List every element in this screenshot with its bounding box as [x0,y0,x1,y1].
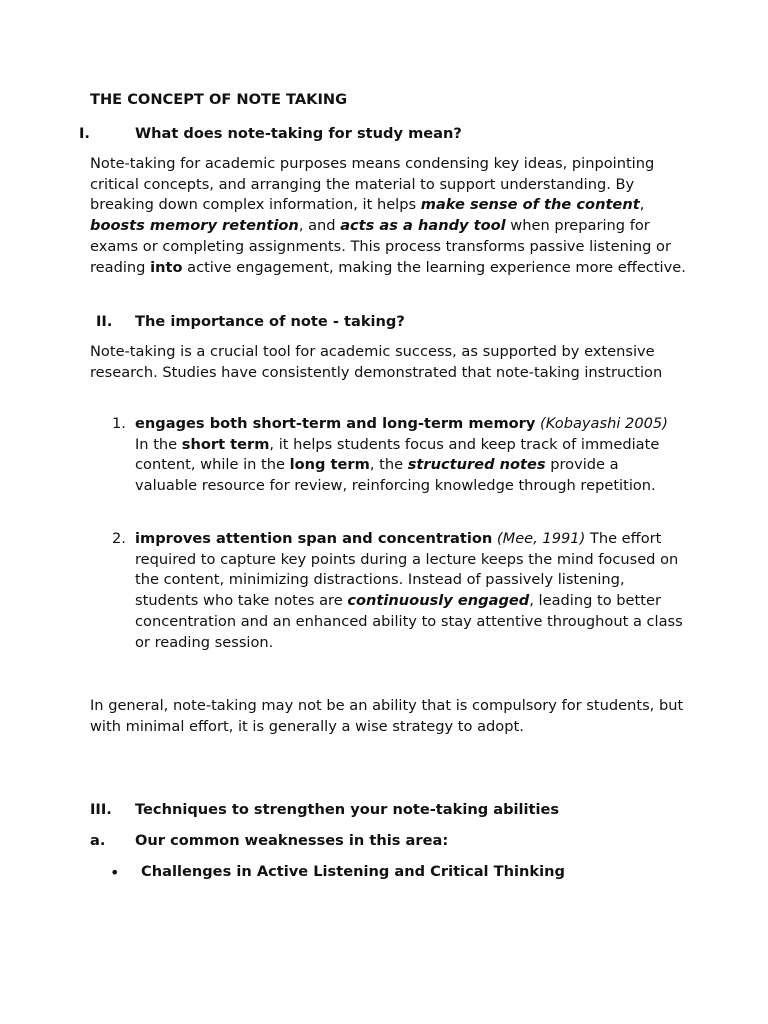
subsection-a-marker: a. [90,832,106,849]
text-run: active engagement, making the learning experience more effective. [182,258,686,276]
text-run: , the [369,456,408,474]
bold-run: long term [289,456,370,474]
emphasis-run: structured notes [407,456,546,474]
list-item-1 [135,414,683,497]
emphasis-run: continuously engaged [347,592,530,610]
citation: (Mee, 1991) [492,530,586,547]
conclusion-paragraph: In general, note-taking may not be an ability that is compulsory for students, but with minimal effort, it is generally a wise strategy to adopt. [90,697,684,735]
subsection-a-heading: Our common weaknesses in this area: [135,832,449,849]
text-run: In the [135,435,182,453]
text-run: , it helps students focus and keep track of immediate content, while in the [135,435,660,474]
section-1-marker: I. [79,125,90,142]
text-run: Note-taking for academic purposes means condensing key ideas, pinpointing critical concepts, and arranging the material to support understanding. By breaking down complex information, it helps [90,155,655,214]
bold-run: improves attention span and concentration [135,530,493,547]
bold-run: into [150,258,183,276]
text-run: , leading to better concentration and an enhanced ability to stay attentive throughout a class or reading session. [135,592,683,651]
section-3-marker: III. [90,801,112,818]
document-title: THE CONCEPT OF NOTE TAKING [90,91,348,108]
section-3-heading: Techniques to strengthen your note-taking abilities [135,801,560,818]
text-run: , and [298,217,341,235]
bullet-icon: • [110,863,120,882]
list-item-2-number: 2. [112,530,126,547]
section-2-intro: Note-taking is a crucial tool for academic success, as supported by extensive research. Studies have consistently demonstrated that note-taking instruction [90,343,663,381]
emphasis-run: acts as a handy tool [340,217,506,235]
section-1-heading: What does note-taking for study mean? [135,125,462,142]
citation: (Kobayashi 2005) [535,415,668,432]
text-run: , [639,196,645,214]
list-item-2 [135,529,683,653]
section-2-marker: II. [96,313,113,330]
emphasis-run: make sense of the content [420,196,640,214]
section-2-heading: The importance of note - taking? [135,313,405,330]
emphasis-run: boosts memory retention [90,217,299,235]
bold-run: engages both short-term and long-term memory [135,415,536,432]
bold-run: short term [181,435,270,453]
text-run: when preparing for exams or completing assignments. This process transforms passive listening or reading [90,217,671,276]
bullet-item: Challenges in Active Listening and Critical Thinking [141,863,565,880]
text-run: provide a valuable resource for review, reinforcing knowledge through repetition. [135,456,656,495]
text-run: The effort required to capture key points during a lecture keeps the mind focused on the content, minimizing distractions. Instead of passively listening, students who take notes are [135,530,679,610]
list-item-1-number: 1. [112,415,126,432]
section-1-paragraph [90,154,690,278]
